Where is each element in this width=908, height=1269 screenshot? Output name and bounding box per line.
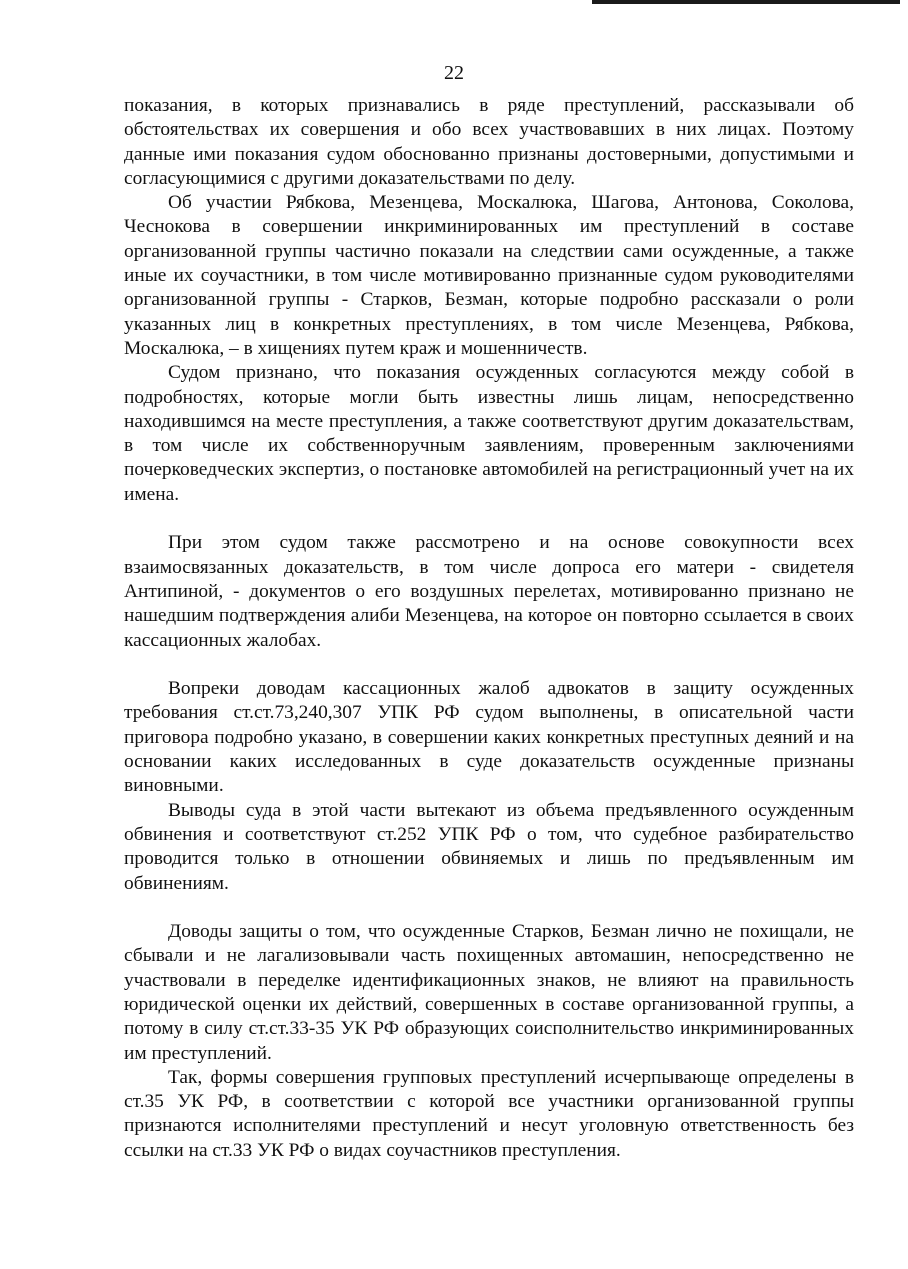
top-edge-rule (592, 0, 900, 4)
paragraph-2: Об участии Рябкова, Мезенцева, Москалюка, Шагова, Антонова, Соколова, Чеснокова в совершении инкриминированных им преступлений в составе организованной группы частично показали на следствии сами осужденные, а также иные их соучастники, в том числе мотивированно признанные судом руководителями организованной группы - Старков, Безман, которые подробно рассказали о роли указанных лиц в конкретных преступлениях, в том числе Мезенцева, Рябкова, Москалюка, – в хищениях путем краж и мошенничеств. (124, 192, 854, 359)
paragraph-6: Выводы суда в этой части вытекают из объема предъявленного осужденным обвинения и соответствуют ст.252 УПК РФ о том, что судебное разбирательство проводится только в отношении обвиняемых и лишь по предъявленным им обвинениям. (124, 799, 854, 894)
paragraph-3: Судом признано, что показания осужденных согласуются между собой в подробностях, которые могли быть известны лишь лицам, непосредственно находившимся на месте преступления, а также соответствуют другим доказательствам, в том числе их собственноручным заявлениям, проверенным заключениями почерковедческих экспертиз, о постановке автомобилей на регистрационный учет на их имена. (124, 362, 854, 505)
page-number: 22 (444, 62, 464, 84)
paragraph-4: При этом судом также рассмотрено и на основе совокупности всех взаимосвязанных доказательств, в том числе допроса его матери - свидетеля Антипиной, - документов о его воздушных перелетах, мотивированно признано не нашедшим подтверждения алиби Мезенцева, на которое он повторно ссылается в своих кассационных жалобах. (124, 532, 854, 651)
paragraph-8: Так, формы совершения групповых преступлений исчерпывающе определены в ст.35 УК РФ, в соответствии с которой все участники организованной группы признаются исполнителями преступлений и несут уголовную ответственность без ссылки на ст.33 УК РФ о видах соучастников преступления. (124, 1066, 854, 1161)
paragraph-1: показания, в которых признавались в ряде преступлений, рассказывали об обстоятельствах их совершения и обо всех участвовавших в них лицах. Поэтому данные ими показания судом обоснованно признаны достоверными, допустимыми и согласующимися с другими доказательствами по делу. (124, 95, 854, 189)
document-body (124, 94, 854, 1163)
paragraph-7: Доводы защиты о том, что осужденные Старков, Безман лично не похищали, не сбывали и не лагализовывали часть похищенных автомашин, непосредственно не участвовали в переделке идентификационных знаков, не влияют на правильность юридической оценки их действий, совершенных в составе организованной группы, а потому в силу ст.ст.33-35 УК РФ образующих соисполнительство инкриминированных им преступлений. (124, 921, 854, 1064)
paragraph-5: Вопреки доводам кассационных жалоб адвокатов в защиту осужденных требования ст.ст.73,240,307 УПК РФ судом выполнены, в описательной части приговора подробно указано, в совершении каких конкретных преступных деяний и на основании каких исследованных в суде доказательств осужденные признаны виновными. (124, 678, 854, 797)
